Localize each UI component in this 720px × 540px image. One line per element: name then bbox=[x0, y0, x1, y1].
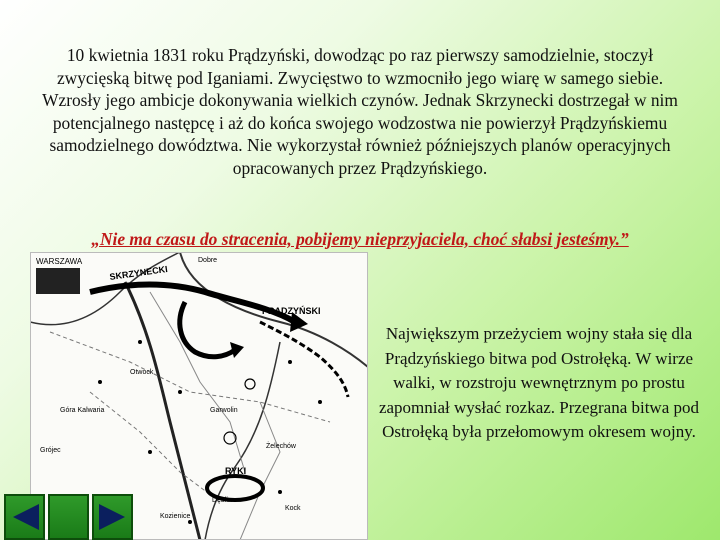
river-wieprz bbox=[205, 342, 280, 540]
slide-navigation bbox=[4, 494, 134, 540]
town-marker bbox=[178, 390, 182, 394]
label-grojec: Grójec bbox=[40, 447, 61, 454]
road-2 bbox=[90, 392, 220, 502]
route-arrowhead-2 bbox=[230, 342, 244, 358]
label-dobre: Dobre bbox=[198, 257, 218, 264]
main-paragraph: 10 kwietnia 1831 roku Prądzyński, dowodząc po raz pierwszy samodzielnie, stoczył zwycięską bitwę pod Iganiami. Zwycięstwo to wzmocniło jego wiarę w samego siebie. Wzrosły jego ambicje dokonywania wielkich czynów. Jednak Skrzynecki dostrzegał w nim potencjalnego następcę i aż do końca swojego wodzostwa nie powierzył Prądzyńskiemu samodzielnego dowództwa. Nie wykorzystał również późniejszych planów operacyjnych opracowanych przez Prądzyńskiego. bbox=[42, 45, 678, 178]
forward-button[interactable] bbox=[92, 494, 133, 540]
town-marker bbox=[148, 450, 152, 454]
town-marker bbox=[278, 490, 282, 494]
side-paragraph: Największym przeżyciem wojny stała się dla Prądzyńskiego bitwa pod Ostrołęką. W wirze walki, w rozstroju wewnętrznym po prostu zapomniał wysłać rozkaz. Przegrana bitwa pod Ostrołęką była przełomowym okresem wojny. bbox=[378, 324, 700, 441]
label-deblin: Dęblin bbox=[212, 497, 232, 504]
warszawa-area bbox=[36, 268, 80, 294]
encirclement-ryki bbox=[207, 476, 263, 500]
back-button[interactable] bbox=[4, 494, 45, 540]
road-3 bbox=[150, 292, 245, 472]
label-gora-kalwaria: Góra Kalwaria bbox=[60, 407, 105, 414]
play-icon bbox=[97, 502, 129, 532]
label-otwock: Otwock bbox=[130, 369, 154, 376]
battle-site-iganie bbox=[224, 432, 236, 444]
label-warszawa: WARSZAWA bbox=[36, 257, 83, 266]
label-kock: Kock bbox=[285, 505, 301, 512]
label-garwolin: Garwolin bbox=[210, 407, 238, 414]
river-vistula bbox=[125, 282, 200, 540]
skrzynecki-route bbox=[90, 285, 295, 323]
town-marker bbox=[98, 380, 102, 384]
town-marker bbox=[188, 520, 192, 524]
pradzynski-route bbox=[180, 302, 235, 357]
town-marker bbox=[318, 400, 322, 404]
home-button[interactable] bbox=[48, 494, 89, 540]
enemy-route bbox=[260, 322, 348, 397]
label-skrzynecki: SKRZYNECKI bbox=[108, 263, 169, 282]
rewind-icon bbox=[9, 502, 41, 532]
town-marker bbox=[288, 360, 292, 364]
label-zelechow: Żelechów bbox=[266, 443, 296, 450]
town-marker bbox=[138, 340, 142, 344]
label-kozienice: Kozienice bbox=[160, 513, 191, 520]
label-ryki: RYKI bbox=[225, 466, 247, 476]
quote: „Nie ma czasu do stracenia, pobijemy nieprzyjaciela, choć słabsi jesteśmy.” bbox=[91, 229, 629, 249]
label-pradzynski: PRĄDZYŃSKI bbox=[262, 306, 321, 316]
battle-site bbox=[245, 379, 255, 389]
blank-icon bbox=[53, 502, 85, 532]
